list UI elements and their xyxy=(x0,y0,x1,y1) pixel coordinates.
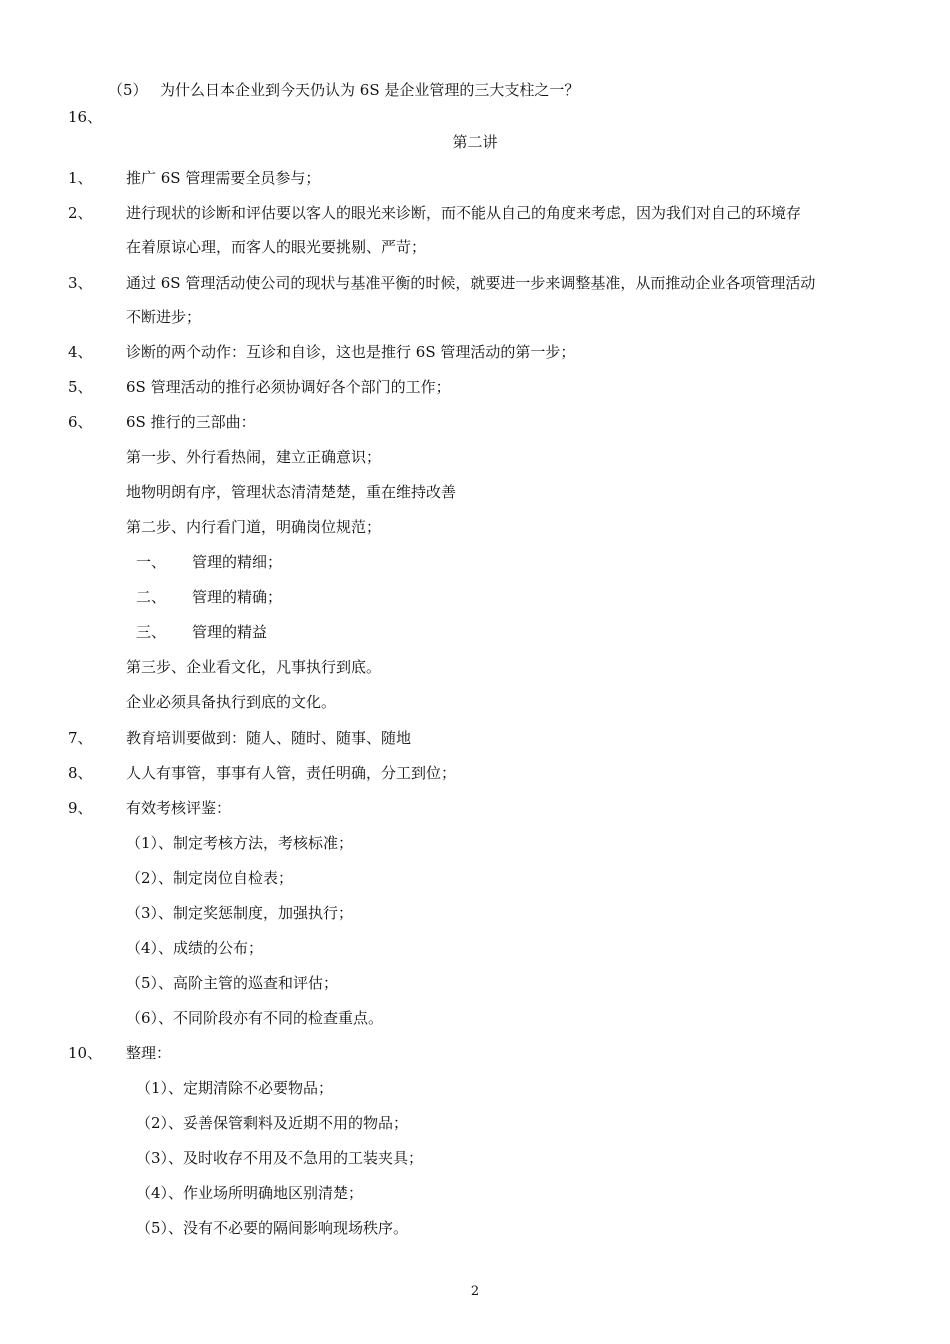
item-10-list-entry: （4）、作业场所明确地区别清楚； xyxy=(136,1184,364,1202)
page-number: 2 xyxy=(470,1284,480,1299)
item-4-number: 4、 xyxy=(68,343,93,361)
sub-item-3-text: 管理的精益 xyxy=(192,623,268,641)
item-6-text: 6S 推行的三部曲： xyxy=(126,413,256,431)
item-5-text: 6S 管理活动的推行必须协调好各个部门的工作； xyxy=(126,378,451,396)
item-9-number: 9、 xyxy=(68,799,93,817)
item-9-text: 有效考核评鉴： xyxy=(126,799,232,817)
item-2-text: 进行现状的诊断和评估要以客人的眼光来诊断，而不能从自己的角度来考虑，因为我们对自己的环境存 xyxy=(126,204,802,222)
item-1-number: 1、 xyxy=(68,169,93,187)
step-3: 第三步、企业看文化，凡事执行到底。 xyxy=(126,658,382,676)
item-9-list-entry: （6）、不同阶段亦有不同的检查重点。 xyxy=(126,1009,384,1027)
question-5-number: （5） xyxy=(108,81,148,99)
item-4-text: 诊断的两个动作：互诊和自诊，这也是推行 6S 管理活动的第一步； xyxy=(126,343,576,361)
item-10-list-entry: （3）、及时收存不用及不急用的工装夹具； xyxy=(136,1149,424,1167)
item-3-continuation: 不断进步； xyxy=(126,308,202,326)
step-3-detail: 企业必须具备执行到底的文化。 xyxy=(126,693,337,711)
item-2-number: 2、 xyxy=(68,204,93,222)
item-3-number: 3、 xyxy=(68,274,93,292)
sub-item-2-number: 二、 xyxy=(136,588,167,606)
step-1-detail: 地物明朗有序，管理状态清清楚楚，重在维持改善 xyxy=(126,483,457,501)
item-3-text: 通过 6S 管理活动使公司的现状与基准平衡的时候，就要进一步来调整基准，从而推动企业各项管理活动 xyxy=(126,274,816,292)
question-5-text: 为什么日本企业到今天仍认为 6S 是企业管理的三大支柱之一？ xyxy=(160,81,580,99)
sub-item-1-text: 管理的精细； xyxy=(192,553,283,571)
step-1: 第一步、外行看热闹，建立正确意识； xyxy=(126,448,382,466)
item-8-number: 8、 xyxy=(68,764,93,782)
item-7-number: 7、 xyxy=(68,729,93,747)
item-9-list-entry: （2）、制定岗位自检表； xyxy=(126,869,294,887)
sub-item-1-number: 一、 xyxy=(136,553,167,571)
item-16-number: 16、 xyxy=(68,108,103,126)
item-9-list-entry: （1）、制定考核方法，考核标准； xyxy=(126,834,354,852)
sub-item-3-number: 三、 xyxy=(136,623,167,641)
item-10-list-entry: （2）、妥善保管剩料及近期不用的物品； xyxy=(136,1114,409,1132)
item-7-text: 教育培训要做到：随人、随时、随事、随地 xyxy=(126,729,412,747)
item-9-list-entry: （3）、制定奖惩制度，加强执行； xyxy=(126,904,354,922)
item-6-number: 6、 xyxy=(68,413,93,431)
item-10-number: 10、 xyxy=(68,1044,103,1062)
item-9-list-entry: （4）、成绩的公布； xyxy=(126,939,264,957)
item-10-list-entry: （5）、没有不必要的隔间影响现场秩序。 xyxy=(136,1219,409,1237)
item-5-number: 5、 xyxy=(68,378,93,396)
lecture-heading: 第二讲 xyxy=(452,133,498,151)
item-10-list-entry: （1）、定期清除不必要物品； xyxy=(136,1079,334,1097)
item-2-continuation: 在着原谅心理，而客人的眼光要挑剔、严苛； xyxy=(126,238,427,256)
item-9-list-entry: （5）、高阶主管的巡查和评估； xyxy=(126,974,339,992)
step-2: 第二步、内行看门道，明确岗位规范； xyxy=(126,518,382,536)
item-10-text: 整理： xyxy=(126,1044,172,1062)
item-8-text: 人人有事管，事事有人管，责任明确，分工到位； xyxy=(126,764,457,782)
item-1-text: 推广 6S 管理需要全员参与； xyxy=(126,169,321,187)
sub-item-2-text: 管理的精确； xyxy=(192,588,283,606)
